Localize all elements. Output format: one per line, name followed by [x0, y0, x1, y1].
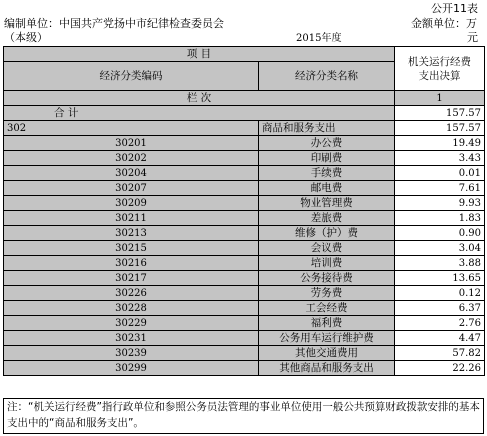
amount-value: 4.47 — [395, 331, 485, 346]
amount-value: 6.37 — [395, 301, 485, 316]
economic-code: 30299 — [4, 361, 259, 376]
amount-value: 22.26 — [395, 361, 485, 376]
amount-unit-yuan: 元 — [467, 31, 478, 44]
economic-code: 30228 — [4, 301, 259, 316]
amount-unit: 金额单位：万 — [411, 17, 477, 30]
economic-name: 邮电费 — [259, 181, 395, 196]
economic-code: 30202 — [4, 151, 259, 166]
economic-name: 培训费 — [259, 256, 395, 271]
economic-name: 差旅费 — [259, 211, 395, 226]
economic-name: 会议费 — [259, 241, 395, 256]
economic-code: 30207 — [4, 181, 259, 196]
table-row — [4, 346, 485, 361]
economic-code: 30217 — [4, 271, 259, 286]
compiling-unit: 编制单位：中国共产党扬中市纪律检查委员会 — [4, 17, 224, 30]
economic-code: 30209 — [4, 196, 259, 211]
total-value: 157.57 — [395, 106, 485, 121]
column-index-value: 1 — [395, 91, 485, 106]
economic-code: 30226 — [4, 286, 259, 301]
amount-value: 2.76 — [395, 316, 485, 331]
economic-code: 30201 — [4, 136, 259, 151]
form-number: 公开11表 — [431, 2, 478, 15]
amount-value: 1.83 — [395, 211, 485, 226]
amount-value: 0.90 — [395, 226, 485, 241]
economic-code: 30231 — [4, 331, 259, 346]
table-row — [4, 136, 485, 151]
table-row — [4, 226, 485, 241]
economic-name: 其他商品和服务支出 — [259, 361, 395, 376]
column-index-label: 栏 次 — [4, 91, 395, 106]
table-row — [4, 181, 485, 196]
economic-name: 维修（护）费 — [259, 226, 395, 241]
economic-name: 办公费 — [259, 136, 395, 151]
amount-value: 13.65 — [395, 271, 485, 286]
amount-value: 9.93 — [395, 196, 485, 211]
economic-name: 公务用车运行维护费 — [259, 331, 395, 346]
expenditure-table — [3, 46, 485, 376]
table-row — [4, 241, 485, 256]
table-row — [4, 196, 485, 211]
economic-name: 印刷费 — [259, 151, 395, 166]
table-row — [4, 286, 485, 301]
amount-value: 0.12 — [395, 286, 485, 301]
name-header: 经济分类名称 — [259, 62, 395, 91]
table-row — [4, 121, 485, 136]
footnote: 注：“机关运行经费”指行政单位和参照公务员法管理的事业单位使用一般公共预算财政拨款安排的基本支出中的“商品和服务支出”。 — [3, 398, 484, 434]
table-row — [4, 151, 485, 166]
economic-code: 30211 — [4, 211, 259, 226]
amount-value: 0.01 — [395, 166, 485, 181]
economic-name: 手续费 — [259, 166, 395, 181]
item-header: 项 目 — [4, 47, 395, 62]
economic-name: 其他交通费用 — [259, 346, 395, 361]
table-row — [4, 256, 485, 271]
table-row — [4, 271, 485, 286]
economic-name: 公务接待费 — [259, 271, 395, 286]
table-row — [4, 316, 485, 331]
amount-value: 19.49 — [395, 136, 485, 151]
table-row — [4, 301, 485, 316]
economic-code: 30229 — [4, 316, 259, 331]
economic-name: 商品和服务支出 — [259, 121, 395, 136]
economic-code: 30204 — [4, 166, 259, 181]
economic-name: 福利费 — [259, 316, 395, 331]
total-label: 合 计 — [4, 106, 395, 121]
amount-value: 157.57 — [395, 121, 485, 136]
amount-value: 57.82 — [395, 346, 485, 361]
table-row — [4, 331, 485, 346]
code-header: 经济分类编码 — [4, 62, 259, 91]
economic-code: 30239 — [4, 346, 259, 361]
table-row — [4, 166, 485, 181]
economic-code: 30216 — [4, 256, 259, 271]
amount-value: 3.04 — [395, 241, 485, 256]
unit-level: （本级） — [4, 31, 48, 44]
economic-name: 物业管理费 — [259, 196, 395, 211]
fiscal-year: 2015年度 — [296, 33, 342, 44]
economic-name: 劳务费 — [259, 286, 395, 301]
economic-code: 30215 — [4, 241, 259, 256]
economic-name: 工会经费 — [259, 301, 395, 316]
amount-value: 3.88 — [395, 256, 485, 271]
table-row — [4, 361, 485, 376]
amount-header: 机关运行经费 支出决算 — [395, 47, 485, 91]
table-row — [4, 211, 485, 226]
amount-value: 7.61 — [395, 181, 485, 196]
economic-code: 30213 — [4, 226, 259, 241]
amount-value: 3.43 — [395, 151, 485, 166]
economic-code: 302 — [4, 121, 259, 136]
